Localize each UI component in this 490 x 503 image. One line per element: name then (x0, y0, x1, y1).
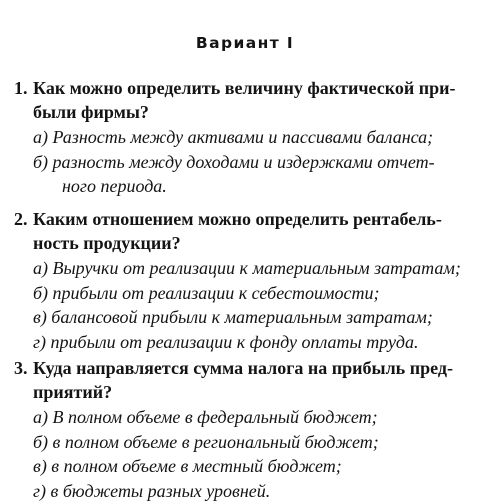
answer-options (14, 256, 476, 354)
question-line: Как можно определить величину фактической при- (33, 76, 476, 100)
question-1-text (14, 76, 476, 124)
answer-option-b-continuation: ного периода. (14, 174, 476, 199)
question-line: Каким отношением можно определить рентабель- (33, 207, 476, 231)
question-line: были фирмы? (33, 100, 476, 124)
answer-options (14, 125, 476, 199)
question-line: Куда направляется сумма налога на прибыль пред- (33, 356, 476, 380)
answer-option-b: б) прибыли от реализации к себестоимости; (14, 281, 476, 306)
question-number: 3. (14, 356, 28, 380)
question-1 (14, 76, 476, 199)
question-2-text (14, 207, 476, 255)
question-3 (14, 356, 476, 503)
answer-option-a: а) Выручки от реализации к материальным затратам; (14, 256, 476, 281)
answer-option-c: в) в полном объеме в местный бюджет; (14, 454, 476, 479)
answer-option-d: г) в бюджеты разных уровней. (14, 479, 476, 503)
answer-option-b: б) разность между доходами и издержками отчет- (14, 150, 476, 175)
answer-option-b: б) в полном объеме в региональный бюджет; (14, 430, 476, 455)
question-2 (14, 207, 476, 354)
answer-option-d: г) прибыли от реализации к фонду оплаты труда. (14, 330, 476, 355)
question-line: ность продукции? (33, 231, 476, 255)
answer-option-a: а) Разность между активами и пассивами баланса; (14, 125, 476, 150)
question-number: 2. (14, 207, 28, 231)
question-number: 1. (14, 76, 28, 100)
variant-title: Вариант I (0, 34, 490, 52)
answer-option-c: в) балансовой прибыли к материальным затратам; (14, 305, 476, 330)
answer-option-a: а) В полном объеме в федеральный бюджет; (14, 405, 476, 430)
question-3-text (14, 356, 476, 404)
question-line: приятий? (33, 380, 476, 404)
answer-options (14, 405, 476, 503)
